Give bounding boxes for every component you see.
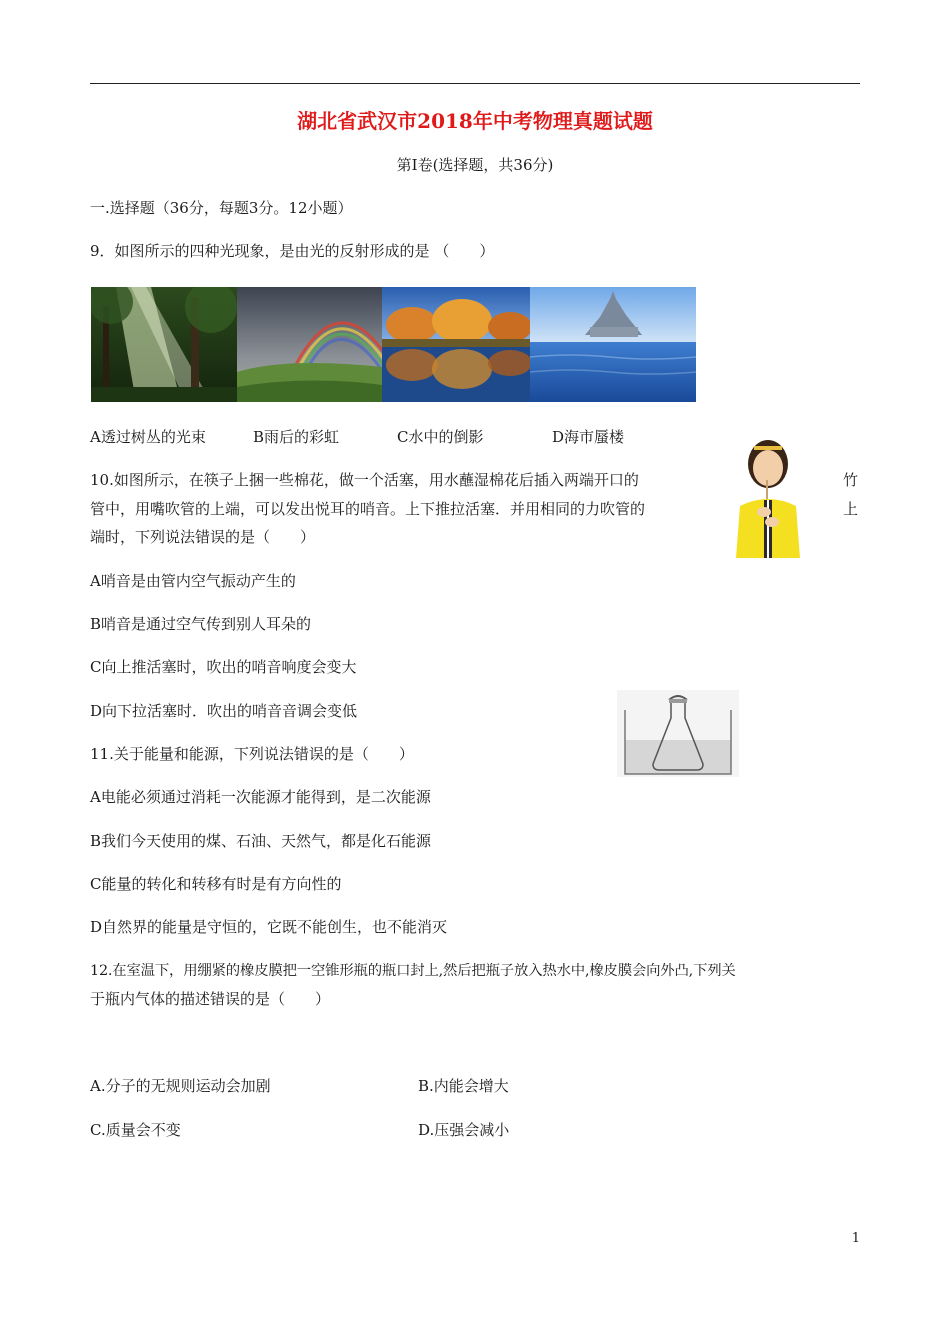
q10-stem-line1: 10.如图所示，在筷子上捆一些棉花，做一个活塞，用水蘸湿棉花后插入两端开口的 (90, 471, 639, 489)
page-number: 1 (851, 1231, 860, 1246)
q10-option-a: A哨音是由管内空气振动产生的 (90, 572, 296, 590)
q12-option-a: A.分子的无规则运动会加剧 (90, 1077, 271, 1095)
page-title: 湖北省武汉市2018年中考物理真题试题 (297, 109, 653, 133)
q12-stem-line1: 12.在室温下，用绷紧的橡皮膜把一空锥形瓶的瓶口封上,然后把瓶子放入热水中,橡皮膜会向外凸,下列关 (90, 963, 736, 979)
section-heading: 一.选择题（36分，每题3分。12小题） (90, 199, 353, 217)
q11-stem: 11.关于能量和能源，下列说法错误的是（ ） (90, 745, 414, 763)
q12-option-d: D.压强会减小 (418, 1121, 510, 1139)
q12-stem-line2: 于瓶内气体的描述错误的是（ ） (90, 990, 331, 1008)
water-reflection-image (382, 287, 530, 402)
q9-option-a: A透过树丛的光束 (90, 428, 206, 446)
section-subtitle: 第I卷(选择题，共36分) (396, 156, 554, 174)
top-rule (90, 83, 860, 84)
q9-option-b: B雨后的彩虹 (253, 428, 340, 446)
q11-option-c: C能量的转化和转移有时是有方向性的 (90, 875, 342, 893)
q10-option-b: B哨音是通过空气传到别人耳朵的 (90, 615, 312, 633)
q10-option-c: C向上推活塞时，吹出的哨音响度会变大 (90, 658, 357, 676)
girl-whistle-image (718, 432, 818, 558)
q10-stem-line2-end: 上 (843, 500, 859, 518)
q11-option-d: D自然界的能量是守恒的，它既不能创生，也不能消灭 (90, 918, 448, 936)
q9-option-d: D海市蜃楼 (552, 428, 625, 446)
q9-option-c: C水中的倒影 (397, 428, 484, 446)
q12-option-c: C.质量会不变 (90, 1121, 181, 1139)
rainbow-image (237, 287, 382, 402)
forest-light-beams-image (91, 287, 237, 402)
q11-option-b: B我们今天使用的煤、石油、天然气，都是化石能源 (90, 832, 432, 850)
mirage-castle-image (530, 287, 696, 402)
q9-stem: 9．如图所示的四种光现象，是由光的反射形成的是 （ ） (90, 242, 495, 260)
q11-option-a: A电能必须通过消耗一次能源才能得到，是二次能源 (90, 788, 431, 806)
q12-option-b: B.内能会增大 (418, 1077, 509, 1095)
q10-stem-line1-end: 竹 (843, 471, 859, 489)
q10-stem-line2: 管中，用嘴吹管的上端，可以发出悦耳的哨音。上下推拉活塞．并用相同的力吹管的 (90, 500, 646, 518)
q10-stem-line3: 端时，下列说法错误的是（ ） (90, 528, 316, 546)
flask-in-water-image (617, 690, 739, 777)
q10-option-d: D向下拉活塞时．吹出的哨音音调会变低 (90, 702, 358, 720)
